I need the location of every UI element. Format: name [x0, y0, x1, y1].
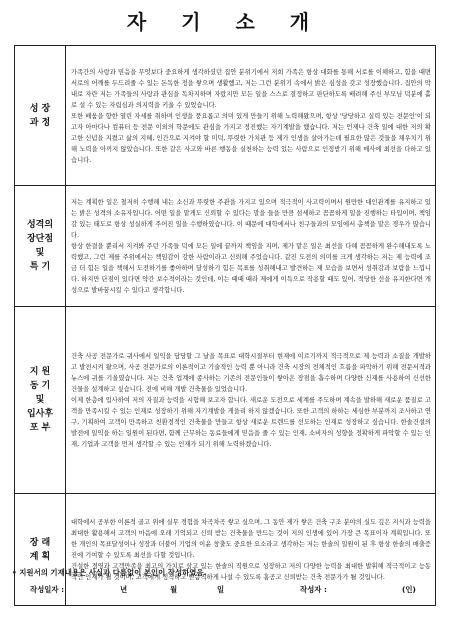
- section-label-personality: 성격의 장단점 및 특 기: [15, 186, 66, 307]
- self-introduction-table: [14, 45, 436, 606]
- date-label: 작성일자 :: [30, 585, 65, 594]
- section-row-future-plan: [15, 494, 436, 606]
- section-label-growth: 성 장 과 정: [15, 46, 66, 186]
- section-text-personality: 저는 계획한 일은 철저히 수행해 내는 소신과 뚜렷한 주관을 가지고 있으며 적극적이 사고력이며서 원만한 대인관계를 유지하고 있는 밝은 성격의 소유자입니다. 어떤 일을 맡게도 신뢰할 수 있다는 말을 들을 만큼 섬세하고 꼼꼼하게 일을 진행하는 타입이며, 책임감 있는 태도로 항상 성실하게 주어진 일을 수행하였습니다. 이 때문에 대학에서나 친구들과의 모임에서 총책을 맡은 경우가 많습니다. 항상 한결을 뿐리서 지켜봐 주던 가족들 덕에 모든 일에 끝까지 책임을 지며, 제가 맡은 일은 최선을 다해 꼼꼼하게 완수해내도록 노력했고, 그런 제를 주위에서는 책임감이 강한 사람이라고 신뢰해 주었습니다. 같진 도전의 의미를 크게 생각하는 저는 제 능력에 조금 더 힘든 일을 책해서 도전하기를 좋아하며 달성하기 힘든 목표를 성취해내고 발견하는 제 모습을 보면서 성취감과 보람을 느낍니다. 하지만 단점이 있다면 약간 보수적이라는 것인데, 이는 때때 때라 제에게 이득으로 작용할 때도 있어, 적당한 선을 유지한다면 개성으로 발바꿈시킬 수 있다고 생각합니다.: [66, 186, 436, 307]
- section-text-future-plan: 대학에서 공부한 이론적 골고 위에 실무 경험을 차곡차곡 쌓고 싶으며, 그 동안 제가 쌓은 건축 구조 분야의 실도 깊은 지식과 능력을 최대한 활용해서 고객의 마음에 오래 기억되고 신뢰 받는 건축물을 만드는 것이 저의 인생에 있어 가장 큰 목표이자 계획입니다. 또한 개인의 목표달성이나 성장과 더불어 기업의 이윤 창출도 중요한 요소라고 생각하는 저는 한솔의 일원이 된 후 항상 한솔의 매출증진에 기여할 수 있도록 최선을 다할 것입니다. 건설한 경영과 고객만족을 최고의 가치로 삼고 있는 한솔의 직원으로 성장하고 저의 다양한 능력을 최대한 발휘해 적극적이고 능동적인 인재가 될 것이며, 고객에게 정직하고 믿음직하게 나설 수 있도록 홈공고 신뢰받는 건축 전문가가 될 것입니다.: [66, 494, 436, 606]
- document-title: 자 기 소 개: [126, 10, 324, 34]
- section-text-motivation: 건축 사공 전문가로 귀사에서 일익을 담당할 그 날을 목표로 대학시절부터 현재에 이르기까지 적극적으로 제 능력과 소질을 개발하고 발전시켜 왔으며, 사공 전문가로의 이론적이고 기술적인 능력 뿐 아니라 건축 시장의 전체적인 흐름을 파악하기 위해 전문서적과 뉴스에 귀를 기울였습니다. 저는 건축 업계에 종사하는 기존의 전문인들이 쌓아온 장점을 흡수하며 다양한 신재를 사용하여 신선한 건물을 설계하고 싶습니다. 전에 비해 개발 건축물을 있었습니다. 이제 한층에 입사하여 저의 자질과 능력을 시험해 보고자 합니다. 새로운 도전으로 세계를 주도하며 계속을 발하해 새로운 품질로 고객을 만족시킬 수 있는 인재로 성장하기 위해 자기계발을 게을리 하지 않겠습니다. 또한 고객의 하하는 세심한 부분까지 조사하고 연구, 기획하여 고객이 만족하고 친환경적인 건축물을 만들고 항상 새로운 트렌드를 선도하는 인재로 성장하고 싶습니다. 한솔건설의 발전에 일익을 하는 일원이 된다면, 함께 근무하는 동료들에게 믿음을 줄 수 있는 인재, 소비자의 성향을 정확하게 파악할 수 있는 인재, 기업과 고객을 먼저 생각할 수 있는 인재가 되기 위해 노력하겠습니다.: [66, 307, 436, 494]
- section-row-personality: [15, 186, 436, 307]
- date-month-label: 월: [170, 585, 178, 594]
- section-label-future-plan: 장 래 계 획: [15, 494, 66, 606]
- section-row-motivation: [15, 307, 436, 494]
- section-row-growth: [15, 46, 436, 186]
- date-year-label: 년: [120, 585, 128, 594]
- declaration-note: • 지원서의 기재내용은 사실과 다름없이 본인이 작성하였음.: [12, 568, 207, 577]
- section-label-motivation: 지 원 동 기 및 입사후 포 부: [15, 307, 66, 494]
- section-text-growth: 가족간의 사랑과 믿음을 무엇보다 중요하게 생각하셨던 집안 분위기에서 저희 가족은 항상 대화를 통해 서로를 이해하고, 힘을 때면 서로의 어깨를 두드려줄 수 있는 돈독한 정을 쌓으며 생활했고, 저는 그런 분위기 속에서 밝은 심성을 갖고 성장했습니다. 집안의 막내로 자란 저는 가족들의 사랑과 관심을 독차지하며 자랐지만 모든 일을 스스로 결정하고 판단하도록 배려해 주신 부모님 덕분에 홀로 설 수 있는 자립심과 의지력을 키울 수 있었습니다. 또한 배움을 향한 열린 자세를 취하며 인생을 풍요롭고 의미 있게 만들기 위해 노력해왔으며, 항상 '당당하고 실력 있는 전문인'이 되고자 아마다나 컴퓨터 등 전문 이외의 학문에도 관심을 가지고 정진했는 자기계발을 했습니다. 저는 언제나 건축 일에 대한 저의 확고한 신념을 지켰고 삶의 지혜, 인간으로 지켜야 할 미덕, 뚜렷한 가치관 등 제가 인생을 살아가는데 필요한 많은 것들을 채우치기 위해 노력을 아끼지 않았습니다. 또한 같은 사고와 바른 행동을 실천하는 능력 있는 사람으로 인정받기 위해 매사에 최선을 다하고 있습니다.: [66, 46, 436, 186]
- date-day-label: 일: [217, 585, 225, 594]
- seal-mark: (인): [402, 585, 416, 594]
- writer-label: 작성자 :: [300, 585, 327, 594]
